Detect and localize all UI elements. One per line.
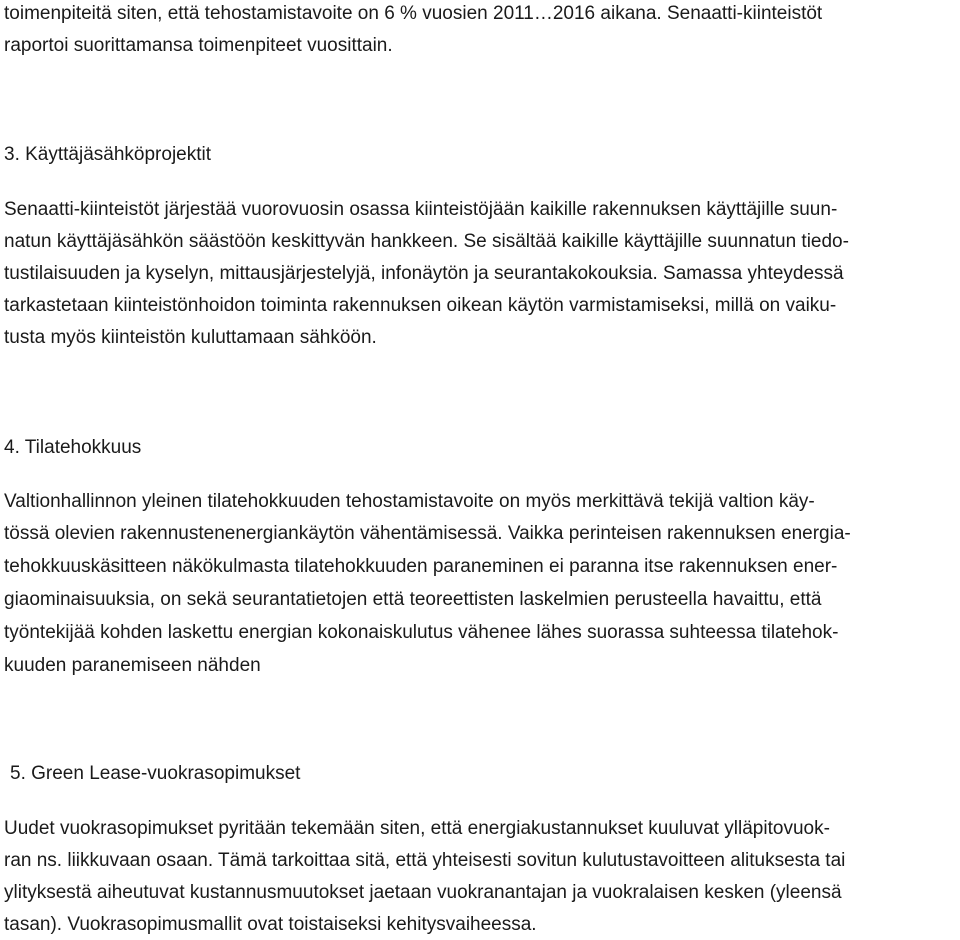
section-5-line-1: Uudet vuokrasopimukset pyritään tekemään siten, että energiakustannukset kuuluvat ylläpitovuok- bbox=[4, 818, 830, 839]
section-5-heading: 5. Green Lease-vuokrasopimukset bbox=[10, 763, 301, 784]
section-3-line-4: tarkastetaan kiinteistönhoidon toiminta rakennuksen oikean käytön varmistamiseksi, millä on vaiku- bbox=[4, 295, 837, 316]
section-4-line-1: Valtionhallinnon yleinen tilatehokkuuden tehostamistavoite on myös merkittävä tekijä valtion käy- bbox=[4, 491, 815, 512]
section-4-heading: 4. Tilatehokkuus bbox=[4, 437, 142, 458]
section-3-line-3: tustilaisuuden ja kyselyn, mittausjärjestelyjä, infonäytön ja seurantakokouksia. Samassa yhteydessä bbox=[4, 263, 844, 284]
section-4-line-3: tehokkuuskäsitteen näkökulmasta tilatehokkuuden paraneminen ei paranna itse rakennuksen ener- bbox=[4, 556, 838, 577]
section-4-line-4: giaominaisuuksia, on sekä seurantatietojen että teoreettisten laskelmien perusteella havaittu, että bbox=[4, 589, 822, 610]
section-4-line-6: kuuden paranemiseen nähden bbox=[4, 655, 261, 676]
section-3-line-1: Senaatti-kiinteistöt järjestää vuorovuosin osassa kiinteistöjään kaikille rakennuksen käyttäjille suun- bbox=[4, 199, 838, 220]
section-3-line-2: natun käyttäjäsähkön säästöön keskittyvän hankkeen. Se sisältää kaikille käyttäjille suunnatun tiedo- bbox=[4, 231, 849, 252]
section-4-line-5: työntekijää kohden laskettu energian kokonaiskulutus vähenee lähes suorassa suhteessa tilatehok- bbox=[4, 622, 839, 643]
section-4-line-2: tössä olevien rakennustenenergiankäytön vähentämisessä. Vaikka perinteisen rakennuksen energia- bbox=[4, 523, 851, 544]
section-5-line-4: tasan). Vuokrasopimusmallit ovat toistaiseksi kehitysvaiheessa. bbox=[4, 914, 537, 935]
section-5-line-2: ran ns. liikkuvaan osaan. Tämä tarkoittaa sitä, että yhteisesti sovitun kulutustavoitteen alituksesta tai bbox=[4, 850, 846, 871]
section-3-line-5: tusta myös kiinteistön kuluttamaan sähköön. bbox=[4, 327, 377, 348]
section-5-line-3: ylityksestä aiheutuvat kustannusmuutokset jaetaan vuokranantajan ja vuokralaisen kesken (yleensä bbox=[4, 882, 842, 903]
section-3-heading: 3. Käyttäjäsähköprojektit bbox=[4, 144, 212, 165]
intro-line-2: raportoi suorittamansa toimenpiteet vuosittain. bbox=[4, 35, 393, 56]
intro-line-1: toimenpiteitä siten, että tehostamistavoite on 6 % vuosien 2011…2016 aikana. Senaatti-kiinteistöt bbox=[4, 3, 823, 24]
